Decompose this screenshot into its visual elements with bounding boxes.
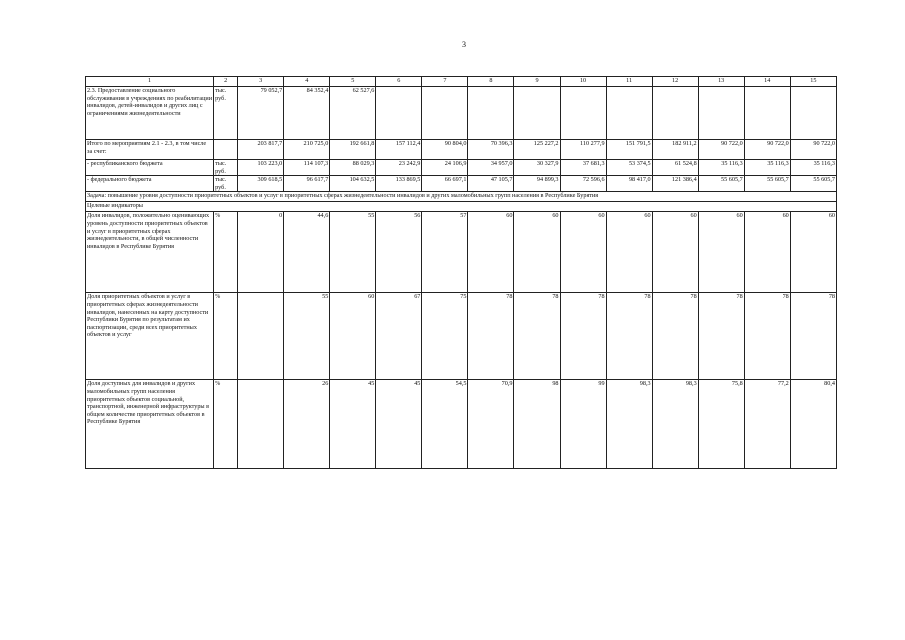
value-cell: 103 223,0: [238, 160, 284, 176]
column-number-header: 11: [606, 77, 652, 87]
value-cell: 60: [330, 293, 376, 380]
column-number-header: 1: [86, 77, 214, 87]
unit-cell: %: [214, 293, 238, 380]
value-cell: 70,9: [468, 380, 514, 469]
value-cell: 55 605,7: [744, 176, 790, 192]
row-name-cell: - федерального бюджета: [86, 176, 214, 192]
value-cell: 80,4: [790, 380, 836, 469]
column-number-header: 10: [560, 77, 606, 87]
value-cell: 35 116,3: [744, 160, 790, 176]
value-cell: 54,5: [422, 380, 468, 469]
indicator-name-cell: Доля инвалидов, положительно оценивающих уровень доступности приоритетных объектов и услуг в приоритетных сферах жизнедеятельности, в общей численности инвалидов в Республике Бурятия: [86, 212, 214, 293]
value-cell: 99: [560, 380, 606, 469]
value-cell: 94 899,3: [514, 176, 560, 192]
indicator-name-cell: Доля приоритетных объектов и услуг в приоритетных сферах жизнедеятельности инвалидов, нанесенных на карту доступности Республики Бурятия по результатам их паспортизации, среди всех приоритетных объектов и услуг: [86, 293, 214, 380]
value-cell: [652, 87, 698, 140]
value-cell: 60: [790, 212, 836, 293]
value-cell: 203 817,7: [238, 140, 284, 160]
value-cell: 55: [330, 212, 376, 293]
value-cell: 78: [698, 293, 744, 380]
value-cell: 62 527,6: [330, 87, 376, 140]
value-cell: 90 722,0: [698, 140, 744, 160]
value-cell: 55: [284, 293, 330, 380]
value-cell: [698, 87, 744, 140]
unit-cell: тыс. руб.: [214, 160, 238, 176]
value-cell: 98: [514, 380, 560, 469]
value-cell: 78: [790, 293, 836, 380]
value-cell: 77,2: [744, 380, 790, 469]
page-number: 3: [462, 40, 466, 49]
unit-cell: %: [214, 380, 238, 469]
value-cell: 60: [468, 212, 514, 293]
value-cell: 192 661,8: [330, 140, 376, 160]
value-cell: 45: [376, 380, 422, 469]
value-cell: [790, 87, 836, 140]
value-cell: [468, 87, 514, 140]
value-cell: [238, 380, 284, 469]
indicator-row: [86, 212, 837, 293]
value-cell: 78: [744, 293, 790, 380]
value-cell: 78: [560, 293, 606, 380]
value-cell: 98 417,0: [606, 176, 652, 192]
value-cell: [606, 87, 652, 140]
value-cell: 98,3: [606, 380, 652, 469]
value-cell: 60: [606, 212, 652, 293]
value-cell: 24 106,9: [422, 160, 468, 176]
value-cell: 104 632,5: [330, 176, 376, 192]
column-number-header: 2: [214, 77, 238, 87]
value-cell: 26: [284, 380, 330, 469]
value-cell: 60: [652, 212, 698, 293]
value-cell: 45: [330, 380, 376, 469]
column-number-header: 12: [652, 77, 698, 87]
column-number-header: 9: [514, 77, 560, 87]
value-cell: 47 105,7: [468, 176, 514, 192]
column-number-header: 3: [238, 77, 284, 87]
value-cell: 125 227,2: [514, 140, 560, 160]
value-cell: 0: [238, 212, 284, 293]
value-cell: 57: [422, 212, 468, 293]
value-cell: 34 957,0: [468, 160, 514, 176]
value-cell: 90 804,0: [422, 140, 468, 160]
program-table: [85, 76, 837, 469]
value-cell: 84 352,4: [284, 87, 330, 140]
value-cell: [744, 87, 790, 140]
column-number-header: 15: [790, 77, 836, 87]
value-cell: 60: [514, 212, 560, 293]
table-row: [86, 160, 837, 176]
unit-cell: тыс. руб.: [214, 87, 238, 140]
row-name-cell: Итого по мероприятиям 2.1 - 2.3, в том числе за счет:: [86, 140, 214, 160]
unit-cell: [214, 140, 238, 160]
column-number-header: 7: [422, 77, 468, 87]
value-cell: 55 605,7: [698, 176, 744, 192]
value-cell: 60: [698, 212, 744, 293]
value-cell: [422, 87, 468, 140]
value-cell: 114 107,3: [284, 160, 330, 176]
column-number-header: 6: [376, 77, 422, 87]
value-cell: 72 596,6: [560, 176, 606, 192]
task-cell: Задача: повышение уровня доступности приоритетных объектов и услуг в приоритетных сферах жизнедеятельности инвалидов и других маломобильных групп населения в Республике Бурятия: [86, 192, 837, 202]
value-cell: 75,8: [698, 380, 744, 469]
value-cell: 79 052,7: [238, 87, 284, 140]
indicator-row: [86, 380, 837, 469]
value-cell: 44,6: [284, 212, 330, 293]
value-cell: 67: [376, 293, 422, 380]
value-cell: 53 374,5: [606, 160, 652, 176]
value-cell: 56: [376, 212, 422, 293]
value-cell: [238, 293, 284, 380]
table-row: [86, 140, 837, 160]
value-cell: 78: [468, 293, 514, 380]
value-cell: 133 869,5: [376, 176, 422, 192]
value-cell: 78: [514, 293, 560, 380]
column-number-header: 13: [698, 77, 744, 87]
header-row: [86, 77, 837, 87]
value-cell: 78: [606, 293, 652, 380]
indicators-title-cell: Целевые индикаторы: [86, 202, 837, 212]
value-cell: 98,3: [652, 380, 698, 469]
task-row: [86, 192, 837, 202]
value-cell: 75: [422, 293, 468, 380]
value-cell: 55 605,7: [790, 176, 836, 192]
column-number-header: 14: [744, 77, 790, 87]
value-cell: 110 277,9: [560, 140, 606, 160]
value-cell: 182 911,2: [652, 140, 698, 160]
value-cell: 35 116,3: [698, 160, 744, 176]
column-number-header: 8: [468, 77, 514, 87]
value-cell: 60: [560, 212, 606, 293]
value-cell: 90 722,0: [790, 140, 836, 160]
column-number-header: 4: [284, 77, 330, 87]
value-cell: 61 524,8: [652, 160, 698, 176]
value-cell: 121 386,4: [652, 176, 698, 192]
value-cell: 35 116,3: [790, 160, 836, 176]
value-cell: [376, 87, 422, 140]
value-cell: 66 697,1: [422, 176, 468, 192]
unit-cell: %: [214, 212, 238, 293]
row-name-cell: - республиканского бюджета: [86, 160, 214, 176]
value-cell: 60: [744, 212, 790, 293]
value-cell: 88 029,3: [330, 160, 376, 176]
column-number-header: 5: [330, 77, 376, 87]
value-cell: [514, 87, 560, 140]
value-cell: 157 112,4: [376, 140, 422, 160]
value-cell: 70 396,3: [468, 140, 514, 160]
value-cell: 37 681,3: [560, 160, 606, 176]
indicator-row: [86, 293, 837, 380]
value-cell: 309 618,5: [238, 176, 284, 192]
unit-cell: тыс. руб.: [214, 176, 238, 192]
row-name-cell: 2.3. Предоставление социального обслуживания в учреждениях по реабилитации инвалидов, детей-инвалидов и других лиц с ограничениями жизнедеятельности: [86, 87, 214, 140]
value-cell: 96 617,7: [284, 176, 330, 192]
indicators-title-row: [86, 202, 837, 212]
value-cell: 210 725,0: [284, 140, 330, 160]
indicator-name-cell: Доля доступных для инвалидов и других маломобильных групп населения приоритетных объектов социальной, транспортной, инженерной инфраструктуры в общем количестве приоритетных объектов в Республике Бурятия: [86, 380, 214, 469]
value-cell: 151 791,5: [606, 140, 652, 160]
table-row: [86, 87, 837, 140]
value-cell: 90 722,0: [744, 140, 790, 160]
value-cell: [560, 87, 606, 140]
value-cell: 23 242,9: [376, 160, 422, 176]
value-cell: 30 327,9: [514, 160, 560, 176]
table-row: [86, 176, 837, 192]
value-cell: 78: [652, 293, 698, 380]
